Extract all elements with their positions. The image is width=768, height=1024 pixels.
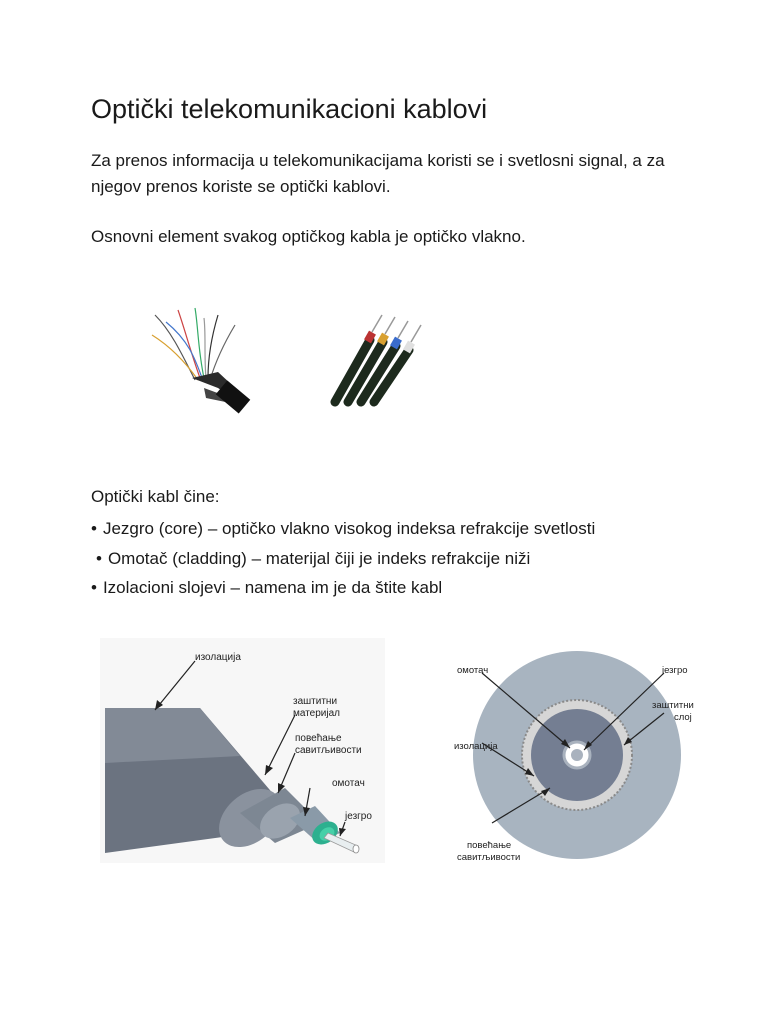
cs-label-povecanje-2: савитљивости — [457, 852, 521, 863]
cs-label-jezgro: језгро — [662, 665, 688, 676]
label-zastitni-1: заштитни — [293, 696, 338, 707]
cs-label-zastitni-2: слој — [674, 712, 692, 723]
page-title: Optički telekomunikacioni kablovi — [91, 94, 488, 124]
cs-label-zastitni-1: заштитни — [652, 700, 694, 711]
label-jezgro: језгро — [345, 811, 372, 822]
cable-photo — [100, 270, 520, 460]
intro-paragraph: Za prenos informacija u telekomunikacijama koristi se i svetlosni signal, a za njegov prenos koriste se optički kablovi. — [91, 151, 665, 197]
label-zastitni-2: материјал — [293, 708, 341, 719]
components-list — [0, 514, 596, 603]
multi-fiber-cable-image — [152, 308, 250, 414]
cs-label-povecanje-1: повећање — [467, 840, 512, 851]
cable-cross-section-diagram — [452, 648, 702, 873]
components-intro: Optički kabl čine: — [91, 487, 220, 506]
cable-side-diagram — [100, 638, 385, 863]
list-item-core: • Jezgro (core) – optičko vlakno visokog indeksa refrakcije svetlosti — [91, 519, 596, 538]
list-item-cladding: • Omotač (cladding) – materijal čiji je indeks refrakcije niži — [96, 548, 531, 568]
cs-label-izolacija: изолација — [454, 741, 498, 752]
four-fiber-cables-image — [335, 315, 421, 402]
list-item-insulation: • Izolacioni slojevi – namena im je da štite kabl — [91, 578, 443, 597]
label-povecanje-1: повећање — [295, 733, 342, 744]
label-omotac: омотач — [332, 778, 365, 789]
fiber-paragraph: Osnovni element svakog optičkog kabla je optičko vlakno. — [91, 227, 526, 246]
label-povecanje-2: савитљивости — [295, 745, 362, 756]
cs-label-omotac: омотач — [457, 665, 489, 676]
label-izolacija: изолација — [195, 652, 241, 663]
